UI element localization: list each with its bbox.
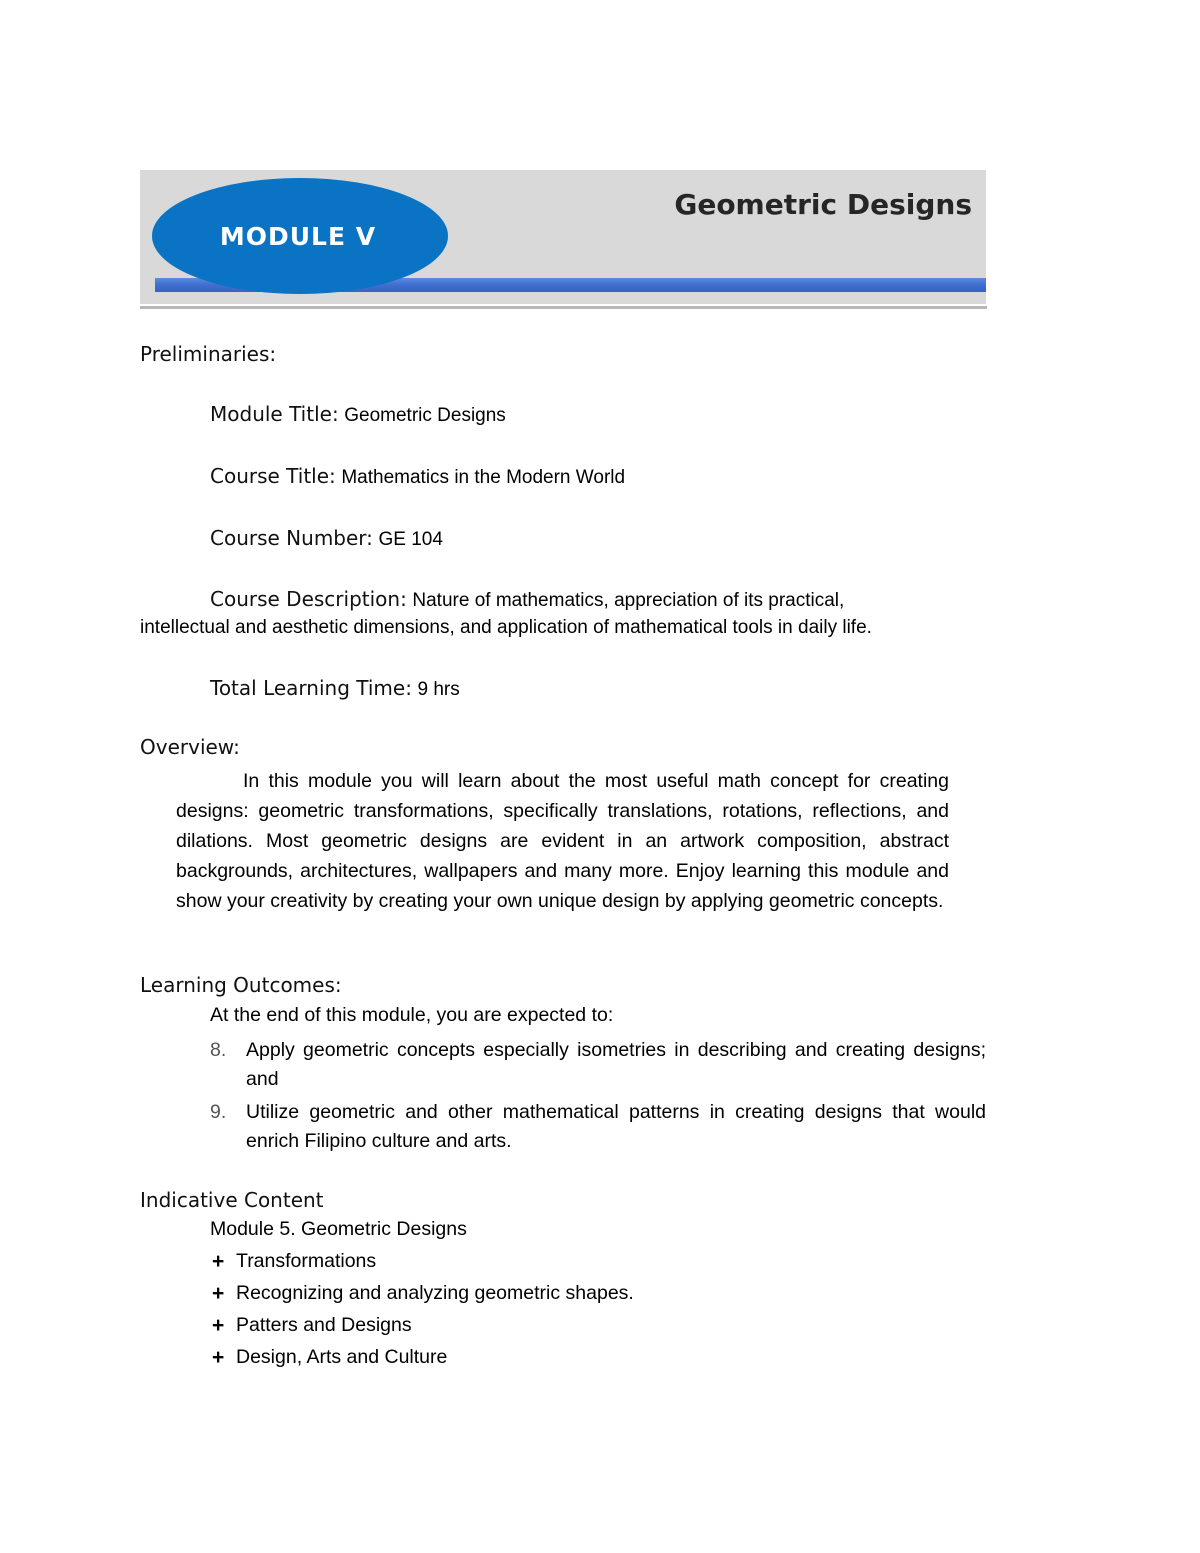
banner-title: Geometric Designs <box>674 188 972 221</box>
course-number-field <box>210 526 443 551</box>
list-item-text: Transformations <box>236 1250 377 1272</box>
module-label: MODULE V <box>219 221 377 251</box>
list-item-text: Patters and Designs <box>236 1314 412 1336</box>
course-number-label: Course Number: <box>210 526 373 550</box>
module-title-value: Geometric Designs <box>344 405 506 426</box>
course-description-line2: intellectual and aesthetic dimensions, and application of mathematical tools in daily life. <box>140 617 872 638</box>
banner-divider <box>140 306 987 309</box>
learning-time-label: Total Learning Time: <box>210 676 412 700</box>
module-badge <box>152 178 448 294</box>
outcome-item <box>210 1098 986 1156</box>
course-number-value: GE 104 <box>378 529 443 550</box>
list-item <box>212 1314 412 1337</box>
course-description-field <box>210 587 844 612</box>
list-item <box>212 1346 447 1369</box>
preliminaries-heading: Preliminaries: <box>140 342 277 366</box>
overview-heading: Overview: <box>140 735 240 759</box>
outcome-text: Utilize geometric and other mathematical patterns in creating designs that would enrich Filipino culture and arts. <box>246 1101 986 1152</box>
list-item <box>212 1282 634 1305</box>
indicative-module-line: Module 5. Geometric Designs <box>210 1218 467 1240</box>
course-title-field <box>210 464 625 489</box>
outcome-text: Apply geometric concepts especially isometries in describing and creating designs; and <box>246 1039 986 1090</box>
learning-outcomes-heading: Learning Outcomes: <box>140 973 342 997</box>
learning-outcomes-intro: At the end of this module, you are expected to: <box>210 1004 614 1026</box>
module-title-field <box>210 402 506 427</box>
outcome-number: 9. <box>210 1101 227 1123</box>
plus-icon: + <box>212 1250 225 1273</box>
outcome-number: 8. <box>210 1039 227 1061</box>
course-title-value: Mathematics in the Modern World <box>341 467 626 488</box>
learning-time-value: 9 hrs <box>417 679 460 700</box>
plus-icon: + <box>212 1346 225 1369</box>
learning-time-field <box>210 676 460 701</box>
overview-paragraph: In this module you will learn about the most useful math concept for creating designs: geometric transformations, specifically translations, rotations, reflections, and dilations. Most geometric designs are evident in an artwork composition, abstract backgrounds, architectures, wallpapers and many more. Enjoy learning this module and show your creativity by creating your own unique design by applying geometric concepts. <box>176 770 949 912</box>
module-title-label: Module Title: <box>210 402 339 426</box>
outcome-item <box>210 1036 986 1094</box>
course-description-label: Course Description: <box>210 587 407 611</box>
course-description-line1: Nature of mathematics, appreciation of its practical, <box>412 590 845 611</box>
list-item <box>212 1250 376 1273</box>
plus-icon: + <box>212 1314 225 1337</box>
indicative-content-heading: Indicative Content <box>140 1188 324 1212</box>
plus-icon: + <box>212 1282 225 1305</box>
list-item-text: Recognizing and analyzing geometric shapes. <box>236 1282 634 1304</box>
course-title-label: Course Title: <box>210 464 336 488</box>
list-item-text: Design, Arts and Culture <box>236 1346 448 1368</box>
